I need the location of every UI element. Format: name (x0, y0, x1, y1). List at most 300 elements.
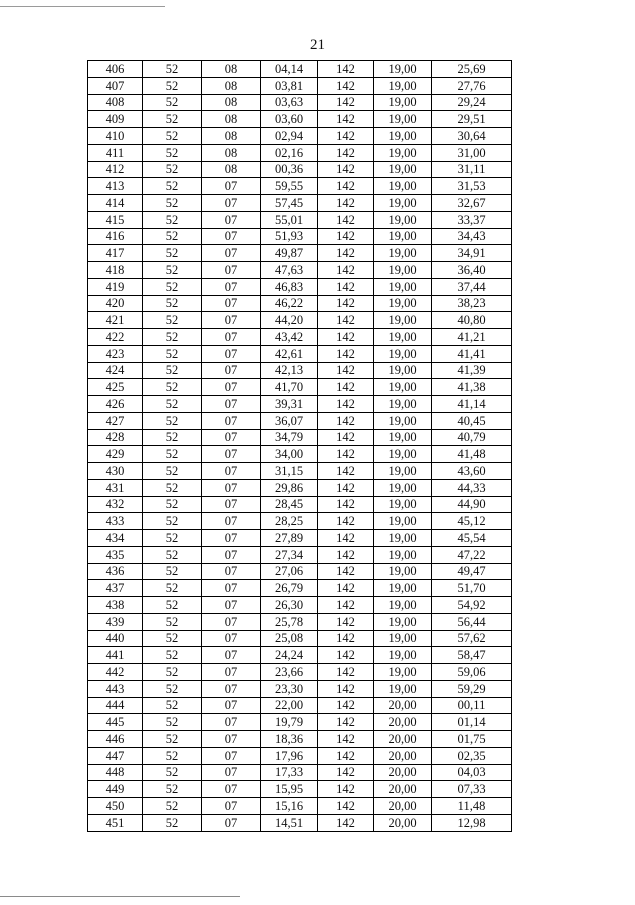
col-6-cell: 20,00 (374, 714, 432, 731)
col-2-cell: 52 (143, 613, 202, 630)
col-5-cell: 142 (318, 211, 374, 228)
col-3-cell: 08 (202, 61, 261, 78)
point-number-cell: 440 (88, 630, 143, 647)
col-3-cell: 08 (202, 111, 261, 128)
col-5-cell: 142 (318, 178, 374, 195)
point-number-cell: 446 (88, 731, 143, 748)
col-7-cell: 30,64 (432, 128, 512, 145)
col-6-cell: 19,00 (374, 530, 432, 547)
col-7-cell: 34,43 (432, 228, 512, 245)
col-3-cell: 07 (202, 664, 261, 681)
col-5-cell: 142 (318, 764, 374, 781)
page-number: 21 (310, 37, 325, 53)
col-3-cell: 07 (202, 714, 261, 731)
point-number-cell: 417 (88, 245, 143, 262)
col-5-cell: 142 (318, 396, 374, 413)
col-3-cell: 07 (202, 580, 261, 597)
col-5-cell: 142 (318, 580, 374, 597)
col-7-cell: 56,44 (432, 613, 512, 630)
col-4-cell: 59,55 (261, 178, 318, 195)
col-2-cell: 52 (143, 747, 202, 764)
table-row (88, 396, 512, 413)
table-row (88, 345, 512, 362)
point-number-cell: 431 (88, 479, 143, 496)
col-3-cell: 07 (202, 396, 261, 413)
table-row (88, 714, 512, 731)
col-3-cell: 07 (202, 798, 261, 815)
table-body (88, 61, 512, 832)
col-4-cell: 34,79 (261, 429, 318, 446)
col-4-cell: 15,95 (261, 781, 318, 798)
col-4-cell: 02,94 (261, 128, 318, 145)
col-3-cell: 07 (202, 530, 261, 547)
col-5-cell: 142 (318, 128, 374, 145)
col-3-cell: 07 (202, 680, 261, 697)
point-number-cell: 449 (88, 781, 143, 798)
col-5-cell: 142 (318, 278, 374, 295)
point-number-cell: 422 (88, 329, 143, 346)
col-3-cell: 07 (202, 630, 261, 647)
col-6-cell: 20,00 (374, 731, 432, 748)
table-row (88, 362, 512, 379)
col-4-cell: 15,16 (261, 798, 318, 815)
col-2-cell: 52 (143, 195, 202, 212)
col-5-cell: 142 (318, 77, 374, 94)
col-2-cell: 52 (143, 345, 202, 362)
col-5-cell: 142 (318, 161, 374, 178)
col-7-cell: 54,92 (432, 597, 512, 614)
col-3-cell: 07 (202, 814, 261, 831)
col-4-cell: 36,07 (261, 412, 318, 429)
col-7-cell: 25,69 (432, 61, 512, 78)
table-row (88, 77, 512, 94)
col-5-cell: 142 (318, 664, 374, 681)
col-5-cell: 142 (318, 781, 374, 798)
col-7-cell: 59,06 (432, 664, 512, 681)
col-3-cell: 07 (202, 747, 261, 764)
point-number-cell: 450 (88, 798, 143, 815)
col-5-cell: 142 (318, 362, 374, 379)
col-5-cell: 142 (318, 546, 374, 563)
col-2-cell: 52 (143, 630, 202, 647)
col-6-cell: 19,00 (374, 429, 432, 446)
col-4-cell: 39,31 (261, 396, 318, 413)
col-5-cell: 142 (318, 798, 374, 815)
col-2-cell: 52 (143, 580, 202, 597)
col-5-cell: 142 (318, 563, 374, 580)
col-7-cell: 11,48 (432, 798, 512, 815)
col-6-cell: 19,00 (374, 128, 432, 145)
col-3-cell: 07 (202, 211, 261, 228)
col-7-cell: 59,29 (432, 680, 512, 697)
col-5-cell: 142 (318, 111, 374, 128)
point-number-cell: 418 (88, 262, 143, 279)
col-4-cell: 26,30 (261, 597, 318, 614)
col-2-cell: 52 (143, 396, 202, 413)
point-number-cell: 441 (88, 647, 143, 664)
point-number-cell: 408 (88, 94, 143, 111)
col-6-cell: 19,00 (374, 262, 432, 279)
col-4-cell: 24,24 (261, 647, 318, 664)
col-6-cell: 19,00 (374, 111, 432, 128)
col-6-cell: 20,00 (374, 764, 432, 781)
col-6-cell: 19,00 (374, 597, 432, 614)
col-5-cell: 142 (318, 530, 374, 547)
table-row (88, 312, 512, 329)
col-3-cell: 07 (202, 245, 261, 262)
col-2-cell: 52 (143, 77, 202, 94)
col-4-cell: 43,42 (261, 329, 318, 346)
col-5-cell: 142 (318, 329, 374, 346)
col-7-cell: 12,98 (432, 814, 512, 831)
col-4-cell: 03,63 (261, 94, 318, 111)
table-row (88, 613, 512, 630)
table-row (88, 111, 512, 128)
col-4-cell: 27,89 (261, 530, 318, 547)
col-2-cell: 52 (143, 597, 202, 614)
point-number-cell: 445 (88, 714, 143, 731)
col-4-cell: 23,30 (261, 680, 318, 697)
col-2-cell: 52 (143, 446, 202, 463)
point-number-cell: 442 (88, 664, 143, 681)
col-6-cell: 20,00 (374, 814, 432, 831)
col-7-cell: 41,41 (432, 345, 512, 362)
col-6-cell: 19,00 (374, 161, 432, 178)
col-4-cell: 26,79 (261, 580, 318, 597)
col-6-cell: 19,00 (374, 479, 432, 496)
table-row (88, 496, 512, 513)
point-number-cell: 430 (88, 463, 143, 480)
table-row (88, 228, 512, 245)
col-3-cell: 07 (202, 446, 261, 463)
col-7-cell: 29,51 (432, 111, 512, 128)
col-4-cell: 31,15 (261, 463, 318, 480)
col-4-cell: 23,66 (261, 664, 318, 681)
col-2-cell: 52 (143, 479, 202, 496)
col-2-cell: 52 (143, 798, 202, 815)
col-5-cell: 142 (318, 345, 374, 362)
point-number-cell: 427 (88, 412, 143, 429)
col-4-cell: 41,70 (261, 379, 318, 396)
scan-edge-line-top (0, 6, 165, 7)
point-number-cell: 448 (88, 764, 143, 781)
col-6-cell: 20,00 (374, 798, 432, 815)
col-6-cell: 19,00 (374, 362, 432, 379)
point-number-cell: 419 (88, 278, 143, 295)
col-7-cell: 33,37 (432, 211, 512, 228)
col-5-cell: 142 (318, 429, 374, 446)
point-number-cell: 437 (88, 580, 143, 597)
col-3-cell: 07 (202, 178, 261, 195)
col-2-cell: 52 (143, 714, 202, 731)
col-4-cell: 29,86 (261, 479, 318, 496)
table-row (88, 94, 512, 111)
col-5-cell: 142 (318, 496, 374, 513)
point-number-cell: 407 (88, 77, 143, 94)
col-6-cell: 19,00 (374, 178, 432, 195)
col-4-cell: 34,00 (261, 446, 318, 463)
col-5-cell: 142 (318, 479, 374, 496)
table-row (88, 781, 512, 798)
col-3-cell: 07 (202, 345, 261, 362)
col-3-cell: 08 (202, 77, 261, 94)
table-row (88, 379, 512, 396)
col-6-cell: 19,00 (374, 613, 432, 630)
col-5-cell: 142 (318, 647, 374, 664)
table-row (88, 580, 512, 597)
col-2-cell: 52 (143, 278, 202, 295)
col-4-cell: 14,51 (261, 814, 318, 831)
col-7-cell: 00,11 (432, 697, 512, 714)
col-6-cell: 19,00 (374, 446, 432, 463)
col-5-cell: 142 (318, 94, 374, 111)
col-4-cell: 04,14 (261, 61, 318, 78)
col-3-cell: 07 (202, 379, 261, 396)
col-3-cell: 07 (202, 764, 261, 781)
col-4-cell: 25,78 (261, 613, 318, 630)
point-number-cell: 416 (88, 228, 143, 245)
table-row (88, 546, 512, 563)
col-6-cell: 19,00 (374, 513, 432, 530)
table-row (88, 61, 512, 78)
col-2-cell: 52 (143, 379, 202, 396)
col-7-cell: 58,47 (432, 647, 512, 664)
col-3-cell: 07 (202, 278, 261, 295)
col-6-cell: 20,00 (374, 697, 432, 714)
col-3-cell: 07 (202, 731, 261, 748)
col-4-cell: 49,87 (261, 245, 318, 262)
point-number-cell: 406 (88, 61, 143, 78)
table-row (88, 513, 512, 530)
col-4-cell: 00,36 (261, 161, 318, 178)
col-5-cell: 142 (318, 412, 374, 429)
col-7-cell: 45,54 (432, 530, 512, 547)
col-2-cell: 52 (143, 262, 202, 279)
table-row (88, 412, 512, 429)
col-3-cell: 07 (202, 295, 261, 312)
col-5-cell: 142 (318, 195, 374, 212)
table-row (88, 329, 512, 346)
col-3-cell: 07 (202, 312, 261, 329)
table-row (88, 211, 512, 228)
col-7-cell: 41,21 (432, 329, 512, 346)
col-4-cell: 27,34 (261, 546, 318, 563)
col-2-cell: 52 (143, 61, 202, 78)
table-row (88, 195, 512, 212)
col-6-cell: 19,00 (374, 630, 432, 647)
table-row (88, 144, 512, 161)
col-5-cell: 142 (318, 312, 374, 329)
table-row (88, 295, 512, 312)
point-number-cell: 409 (88, 111, 143, 128)
col-3-cell: 08 (202, 144, 261, 161)
col-2-cell: 52 (143, 764, 202, 781)
col-5-cell: 142 (318, 61, 374, 78)
col-4-cell: 17,96 (261, 747, 318, 764)
col-2-cell: 52 (143, 647, 202, 664)
col-5-cell: 142 (318, 680, 374, 697)
table-row (88, 278, 512, 295)
point-number-cell: 436 (88, 563, 143, 580)
col-2-cell: 52 (143, 530, 202, 547)
col-6-cell: 19,00 (374, 463, 432, 480)
col-4-cell: 47,63 (261, 262, 318, 279)
col-5-cell: 142 (318, 814, 374, 831)
col-6-cell: 19,00 (374, 680, 432, 697)
col-2-cell: 52 (143, 161, 202, 178)
col-7-cell: 32,67 (432, 195, 512, 212)
col-6-cell: 19,00 (374, 496, 432, 513)
col-7-cell: 49,47 (432, 563, 512, 580)
col-3-cell: 08 (202, 94, 261, 111)
point-number-cell: 426 (88, 396, 143, 413)
col-7-cell: 41,14 (432, 396, 512, 413)
col-2-cell: 52 (143, 144, 202, 161)
point-number-cell: 429 (88, 446, 143, 463)
col-4-cell: 28,25 (261, 513, 318, 530)
col-6-cell: 20,00 (374, 747, 432, 764)
col-7-cell: 43,60 (432, 463, 512, 480)
col-7-cell: 45,12 (432, 513, 512, 530)
col-3-cell: 08 (202, 161, 261, 178)
col-2-cell: 52 (143, 178, 202, 195)
col-4-cell: 22,00 (261, 697, 318, 714)
col-2-cell: 52 (143, 412, 202, 429)
col-2-cell: 52 (143, 563, 202, 580)
col-3-cell: 07 (202, 329, 261, 346)
col-3-cell: 07 (202, 362, 261, 379)
point-number-cell: 439 (88, 613, 143, 630)
col-6-cell: 19,00 (374, 295, 432, 312)
col-4-cell: 28,45 (261, 496, 318, 513)
col-7-cell: 38,23 (432, 295, 512, 312)
col-6-cell: 20,00 (374, 781, 432, 798)
col-3-cell: 07 (202, 195, 261, 212)
col-3-cell: 07 (202, 429, 261, 446)
col-6-cell: 19,00 (374, 563, 432, 580)
table-row (88, 530, 512, 547)
col-7-cell: 02,35 (432, 747, 512, 764)
table-row (88, 128, 512, 145)
col-3-cell: 07 (202, 228, 261, 245)
table-row (88, 764, 512, 781)
table-row (88, 814, 512, 831)
col-2-cell: 52 (143, 429, 202, 446)
col-2-cell: 52 (143, 211, 202, 228)
col-6-cell: 19,00 (374, 312, 432, 329)
col-3-cell: 07 (202, 546, 261, 563)
col-4-cell: 57,45 (261, 195, 318, 212)
col-7-cell: 07,33 (432, 781, 512, 798)
point-number-cell: 435 (88, 546, 143, 563)
col-3-cell: 07 (202, 597, 261, 614)
col-6-cell: 19,00 (374, 278, 432, 295)
point-number-cell: 421 (88, 312, 143, 329)
point-number-cell: 412 (88, 161, 143, 178)
table-row (88, 680, 512, 697)
col-7-cell: 41,38 (432, 379, 512, 396)
col-5-cell: 142 (318, 747, 374, 764)
col-3-cell: 07 (202, 479, 261, 496)
col-6-cell: 19,00 (374, 144, 432, 161)
col-6-cell: 19,00 (374, 329, 432, 346)
col-7-cell: 40,79 (432, 429, 512, 446)
col-3-cell: 07 (202, 781, 261, 798)
col-3-cell: 07 (202, 613, 261, 630)
col-6-cell: 19,00 (374, 61, 432, 78)
col-5-cell: 142 (318, 731, 374, 748)
col-7-cell: 57,62 (432, 630, 512, 647)
col-2-cell: 52 (143, 731, 202, 748)
col-6-cell: 19,00 (374, 77, 432, 94)
col-7-cell: 41,48 (432, 446, 512, 463)
table-row (88, 597, 512, 614)
col-4-cell: 42,13 (261, 362, 318, 379)
col-5-cell: 142 (318, 228, 374, 245)
col-5-cell: 142 (318, 446, 374, 463)
col-6-cell: 19,00 (374, 245, 432, 262)
col-6-cell: 19,00 (374, 228, 432, 245)
col-2-cell: 52 (143, 814, 202, 831)
point-number-cell: 414 (88, 195, 143, 212)
col-6-cell: 19,00 (374, 345, 432, 362)
col-7-cell: 40,80 (432, 312, 512, 329)
col-3-cell: 07 (202, 563, 261, 580)
table-row (88, 479, 512, 496)
col-5-cell: 142 (318, 597, 374, 614)
table-row (88, 630, 512, 647)
table-row (88, 178, 512, 195)
col-3-cell: 07 (202, 463, 261, 480)
col-4-cell: 02,16 (261, 144, 318, 161)
col-5-cell: 142 (318, 144, 374, 161)
col-7-cell: 01,14 (432, 714, 512, 731)
point-number-cell: 444 (88, 697, 143, 714)
col-6-cell: 19,00 (374, 379, 432, 396)
col-3-cell: 07 (202, 496, 261, 513)
col-2-cell: 52 (143, 111, 202, 128)
col-3-cell: 07 (202, 412, 261, 429)
table-row (88, 262, 512, 279)
col-2-cell: 52 (143, 312, 202, 329)
table-row (88, 245, 512, 262)
table-row (88, 563, 512, 580)
col-6-cell: 19,00 (374, 664, 432, 681)
col-2-cell: 52 (143, 697, 202, 714)
col-7-cell: 44,90 (432, 496, 512, 513)
col-2-cell: 52 (143, 94, 202, 111)
col-7-cell: 41,39 (432, 362, 512, 379)
col-7-cell: 37,44 (432, 278, 512, 295)
col-5-cell: 142 (318, 245, 374, 262)
col-4-cell: 19,79 (261, 714, 318, 731)
col-4-cell: 17,33 (261, 764, 318, 781)
col-5-cell: 142 (318, 295, 374, 312)
table-row (88, 463, 512, 480)
table-row (88, 731, 512, 748)
point-number-cell: 438 (88, 597, 143, 614)
col-5-cell: 142 (318, 697, 374, 714)
point-number-cell: 423 (88, 345, 143, 362)
point-number-cell: 428 (88, 429, 143, 446)
col-6-cell: 19,00 (374, 211, 432, 228)
col-6-cell: 19,00 (374, 546, 432, 563)
col-3-cell: 07 (202, 262, 261, 279)
col-5-cell: 142 (318, 714, 374, 731)
col-4-cell: 03,60 (261, 111, 318, 128)
col-4-cell: 18,36 (261, 731, 318, 748)
point-number-cell: 443 (88, 680, 143, 697)
